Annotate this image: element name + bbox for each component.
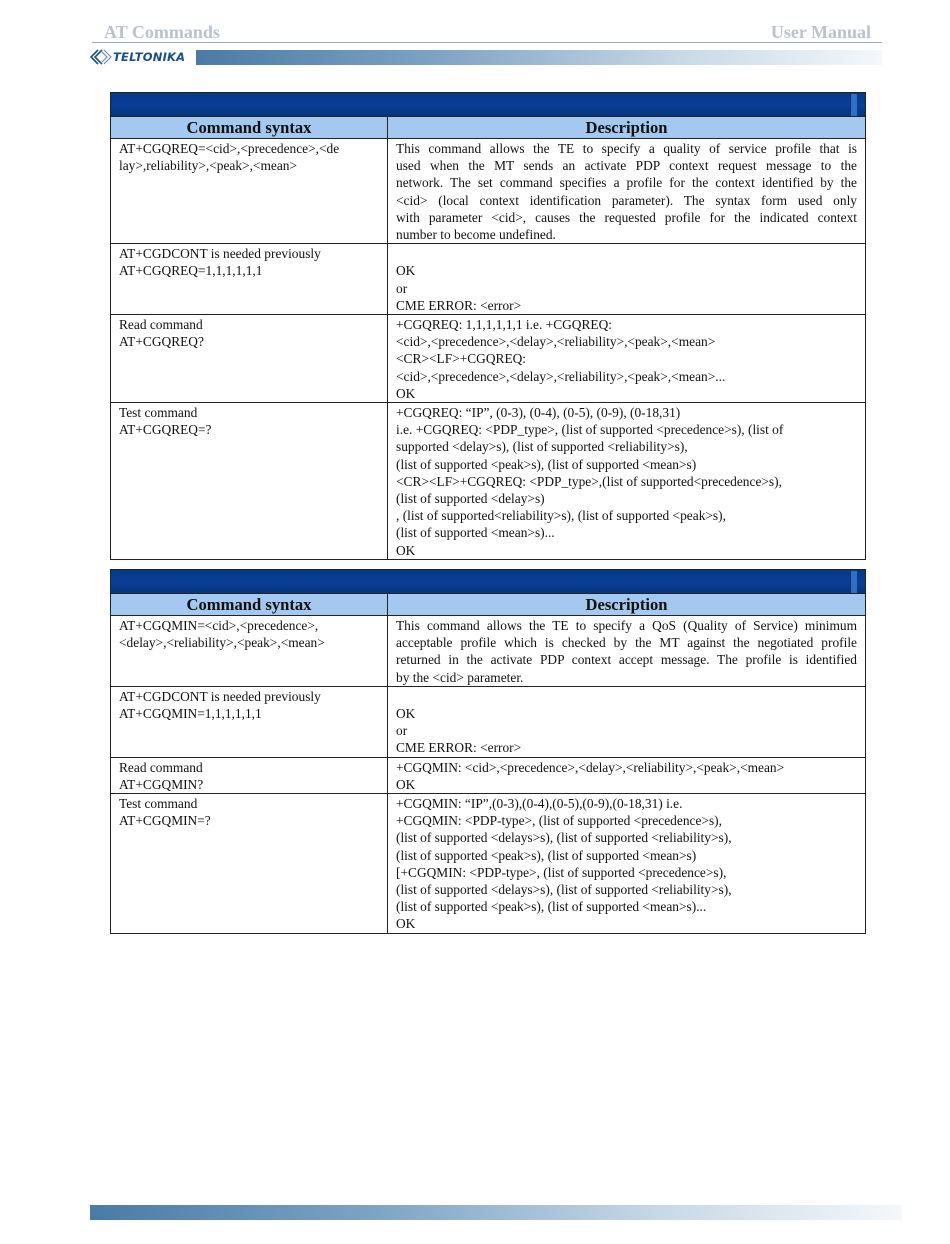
document-title: AT Commands bbox=[104, 22, 220, 42]
description-cell bbox=[388, 757, 866, 793]
syntax-cell bbox=[111, 686, 388, 757]
description-line: i.e. +CGQREQ: <PDP_type>, (list of supported <precedence>s), (list of bbox=[396, 422, 784, 438]
column-header-description: Description bbox=[388, 117, 866, 139]
description-cell bbox=[388, 794, 866, 934]
syntax-cell bbox=[111, 139, 388, 244]
column-header-syntax: Command syntax bbox=[111, 594, 388, 616]
document-type: User Manual bbox=[770, 22, 871, 42]
description-line: <cid>,<precedence>,<delay>,<reliability>,<peak>,<mean>... bbox=[396, 368, 726, 384]
syntax-line: AT+CGQREQ? bbox=[119, 334, 204, 350]
blank-line bbox=[396, 688, 857, 705]
syntax-line: AT+CGDCONT is needed previously bbox=[119, 246, 321, 262]
description-line: OK bbox=[396, 542, 416, 558]
description-cell bbox=[388, 315, 866, 403]
syntax-line: Read command bbox=[119, 317, 203, 333]
syntax-line: Test command bbox=[119, 796, 198, 812]
description-line: +CGQMIN: “IP”,(0-3),(0-4),(0-5),(0-9),(0-18,31) i.e. bbox=[396, 796, 683, 812]
description-line: CME ERROR: <error> bbox=[396, 740, 522, 756]
description-line: [+CGQMIN: <PDP-type>, (list of supported <precedence>s), bbox=[396, 864, 727, 880]
cgqmin-table bbox=[110, 569, 866, 934]
table-header-row bbox=[111, 117, 866, 139]
table-row bbox=[111, 794, 866, 934]
footer-gradient-bar bbox=[90, 1205, 902, 1220]
syntax-line: AT+CGQMIN=<cid>,<precedence>, bbox=[119, 618, 319, 633]
description-line: <CR><LF>+CGQREQ: bbox=[396, 351, 527, 367]
table-row bbox=[111, 315, 866, 403]
description-line: <cid>,<precedence>,<delay>,<reliability>,<peak>,<mean> bbox=[396, 334, 716, 350]
column-header-syntax: Command syntax bbox=[111, 117, 388, 139]
description-cell bbox=[388, 244, 866, 315]
logo-mark-icon bbox=[90, 49, 112, 65]
table-row bbox=[111, 757, 866, 793]
description-cell bbox=[388, 139, 866, 244]
logo-text: TELTONIKA bbox=[113, 50, 186, 64]
column-header-description: Description bbox=[388, 594, 866, 616]
description-line: <CR><LF>+CGQREQ: <PDP_type>,(list of supported<precedence>s), bbox=[396, 473, 782, 489]
syntax-line: AT+CGQMIN=1,1,1,1,1,1 bbox=[119, 706, 262, 722]
table-title-bar bbox=[111, 570, 866, 594]
syntax-line: AT+CGQMIN? bbox=[119, 776, 204, 792]
description-line: +CGQREQ: “IP”, (0-3), (0-4), (0-5), (0-9), (0-18,31) bbox=[396, 405, 681, 421]
description-line: with parameter <cid>, causes the requested profile for the indicated context bbox=[396, 209, 857, 225]
blank-line bbox=[396, 245, 857, 262]
syntax-line: lay>,reliability>,<peak>,<mean> bbox=[119, 158, 298, 174]
description-line: network. The set command specifies a profile for the context identified by the bbox=[396, 175, 857, 191]
description-line: or bbox=[396, 280, 408, 296]
table-header-row bbox=[111, 594, 866, 616]
description-line: used when the MT sends an activate PDP context request message to the bbox=[396, 158, 857, 174]
description-line: (list of supported <delay>s) bbox=[396, 491, 545, 507]
description-line: OK bbox=[396, 776, 416, 792]
description-line: OK bbox=[396, 385, 416, 401]
syntax-cell bbox=[111, 757, 388, 793]
description-line: +CGQREQ: 1,1,1,1,1,1 i.e. +CGQREQ: bbox=[396, 317, 612, 333]
description-line: (list of supported <delays>s), (list of supported <reliability>s), bbox=[396, 830, 732, 846]
syntax-line: <delay>,<reliability>,<peak>,<mean> bbox=[119, 635, 325, 651]
syntax-line: AT+CGQREQ=? bbox=[119, 422, 212, 438]
syntax-cell bbox=[111, 315, 388, 403]
syntax-line: AT+CGQREQ=1,1,1,1,1,1 bbox=[119, 263, 263, 279]
description-line: (list of supported <peak>s), (list of supported <mean>s) bbox=[396, 456, 697, 472]
description-cell bbox=[388, 403, 866, 560]
description-cell bbox=[388, 686, 866, 757]
description-line: +CGQMIN: <cid>,<precedence>,<delay>,<reliability>,<peak>,<mean> bbox=[396, 759, 785, 775]
table-row bbox=[111, 403, 866, 560]
description-line: +CGQMIN: <PDP-type>, (list of supported <precedence>s), bbox=[396, 813, 722, 829]
table-row bbox=[111, 139, 866, 244]
syntax-line: Test command bbox=[119, 405, 198, 421]
table-title-bar bbox=[111, 93, 866, 117]
description-cell bbox=[388, 616, 866, 687]
description-line: (list of supported <delays>s), (list of supported <reliability>s), bbox=[396, 882, 732, 898]
description-line: by the <cid> parameter. bbox=[396, 669, 524, 685]
description-line: (list of supported <mean>s)... bbox=[396, 525, 555, 541]
syntax-cell bbox=[111, 794, 388, 934]
teltonika-logo bbox=[90, 48, 196, 66]
syntax-line: Read command bbox=[119, 759, 203, 775]
table-row bbox=[111, 244, 866, 315]
description-line: OK bbox=[396, 706, 416, 721]
description-line: acceptable profile which is checked by the MT against the negotiated profile bbox=[396, 635, 857, 651]
syntax-cell bbox=[111, 403, 388, 560]
description-line: supported <delay>s), (list of supported <reliability>s), bbox=[396, 439, 688, 455]
table-row bbox=[111, 616, 866, 687]
header-gradient-bar bbox=[196, 50, 882, 65]
syntax-line: AT+CGQREQ=<cid>,<precedence>,<de bbox=[119, 141, 340, 156]
description-line: , (list of supported<reliability>s), (list of supported <peak>s), bbox=[396, 508, 726, 524]
description-line: This command allows the TE to specify a quality of service profile that is bbox=[396, 141, 857, 156]
description-line: (list of supported <peak>s), (list of supported <mean>s) bbox=[396, 847, 697, 863]
syntax-line: AT+CGQMIN=? bbox=[119, 813, 211, 829]
description-line: OK bbox=[396, 263, 416, 279]
description-line: OK bbox=[396, 916, 416, 932]
syntax-cell bbox=[111, 244, 388, 315]
header-rule bbox=[92, 42, 882, 43]
syntax-cell bbox=[111, 616, 388, 687]
description-line: (list of supported <peak>s), (list of supported <mean>s)... bbox=[396, 899, 707, 915]
description-line: number to become undefined. bbox=[396, 227, 556, 243]
table-row bbox=[111, 686, 866, 757]
description-line: This command allows the TE to specify a QoS (Quality of Service) minimum bbox=[396, 618, 857, 633]
cgqreq-table bbox=[110, 92, 866, 560]
description-line: <cid> (local context identification parameter). The syntax form used only bbox=[396, 192, 857, 208]
description-line: or bbox=[396, 723, 408, 739]
description-line: CME ERROR: <error> bbox=[396, 297, 522, 313]
syntax-line: AT+CGDCONT is needed previously bbox=[119, 688, 321, 704]
description-line: returned in the activate PDP context accept message. The profile is identified bbox=[396, 652, 857, 668]
